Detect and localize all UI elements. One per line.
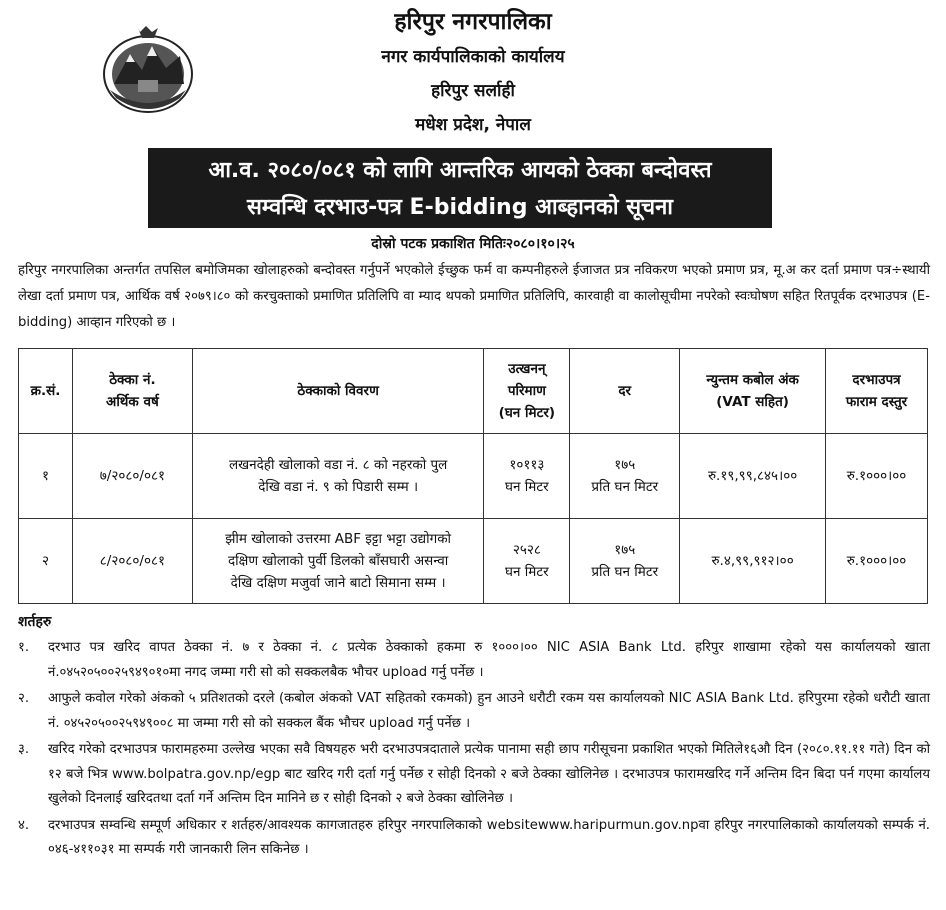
cell-min: रु.४,९९,९१२।०० xyxy=(680,519,826,604)
col-min xyxy=(680,349,826,434)
cell-desc xyxy=(192,434,484,519)
table-row xyxy=(19,434,928,519)
condition-text: खरिद गरेको दरभाउपत्र फारामहरुमा उल्लेख भएका सवै विषयहरु भरी दरभाउपत्रदाताले प्रत्येक पानामा सही छाप गरीसूचना प्रकाशित भएको मितिले१६औ दिन (२०८०.११.११ गते) दिन को १२ बजे भित्र www.bolpatra.gov.np/egp बाट खरिद गरी दर्ता गर्नु पर्नेछ र सोही दिनको २ बजे ठेक्का खोलिनेछ । दरभाउपत्र फारामखरिद गर्ने अन्तिम दिन बिदा पर्न गएमा कार्यालय खुलेको दिनलाई खरिदतथा दर्ता गर्ने अन्तिम दिन मानिने छ र सोही दिनको २ बजे ठेक्का खोलिनेछ । xyxy=(48,742,930,806)
cell-rate xyxy=(570,434,680,519)
cell-qty-l1: १०११३ xyxy=(509,457,545,473)
col-fee-l2: फाराम दस्तुर xyxy=(845,394,908,410)
table-header-row xyxy=(19,349,928,434)
col-qty xyxy=(484,349,570,434)
intro-paragraph: हरिपुर नगरपालिका अन्तर्गत तपसिल बमोजिमका खोलाहरुको बन्दोवस्त गर्नुपर्ने भएकोले ईच्छुक फर्म वा कम्पनीहरुले ईजाजत प्रत्र नविकरण भएको प्रमाण प्रत्र, मू.अ कर दर्ता प्रमाण पत्र÷स्थायी लेखा दर्ता प्रमाण पत्र, आर्थिक वर्ष २०७९।८० को करचुक्ताको प्रमाणित प्रतिलिपि वा म्याद थपको प्रमाणित प्रतिलिपि, कारवाही वा कालोसूचीमा नपरेको स्वःघोषण सहित रितपूर्वक दरभाउपत्र (E-bidding) आव्हान गरिएको छ । xyxy=(18,263,931,330)
condition-text: दरभाउ पत्र खरिद वापत ठेक्का नं. ७ र ठेक्का नं. ८ प्रत्येक ठेक्काको हकमा रु १०००।०० NIC ASIA Bank Ltd. हरिपुर शाखामा रहेको यस कार्यालयको खाता नं.०४५२०५००२५९४९०१०मा नगद जम्मा गरी सो को सक्कलबैक भौचर upload गर्नु पर्नेछ । xyxy=(48,640,930,680)
cell-fee: रु.१०००।०० xyxy=(826,434,928,519)
cell-rate-l2: प्रति घन मिटर xyxy=(591,564,659,580)
cell-contract: ८/२०८०/०८१ xyxy=(72,519,192,604)
cell-qty-l1: २५२८ xyxy=(512,542,541,558)
col-contract-l2: अर्थिक वर्ष xyxy=(106,394,159,410)
cell-rate-l1: १७५ xyxy=(614,457,636,473)
cell-desc-l1: लखनदेही खोलाको वडा नं. ८ को नहरको पुल xyxy=(228,457,448,473)
cell-rate xyxy=(570,519,680,604)
list-item xyxy=(18,814,930,863)
cell-desc-l1: झीम खोलाको उत्तरमा ABF इट्टा भट्टा उद्योगको xyxy=(225,531,452,547)
conditions-list xyxy=(18,636,930,865)
notice-title-line2: सम्वन्धि दरभाउ-पत्र E-bidding आब्हानको सूचना xyxy=(246,195,674,220)
office-name: नगर कार्यपालिकाको कार्यालय xyxy=(381,47,565,67)
col-qty-l1: उत्खनन् xyxy=(508,361,546,377)
condition-number: ४. xyxy=(18,817,30,833)
col-fee-l1: दरभाउपत्र xyxy=(852,372,901,388)
col-fee xyxy=(826,349,928,434)
col-rate: दर xyxy=(570,349,680,434)
condition-number: १. xyxy=(18,640,30,655)
cell-qty-l2: घन मिटर xyxy=(505,479,549,495)
cell-sn: २ xyxy=(19,519,73,604)
condition-text: आफुले कवोल गरेको अंकको ५ प्रतिशतको दरले (कबोल अंकको VAT सहितको रकमको) हुन आउने धरौटी रकम यस कार्यालयको NIC ASIA Bank Ltd. हरिपुरमा रहेको धरौटी खाता नं. ०४५२०५००२५९४९००८ मा जम्मा गरी सो को सक्कल बैंक भौचर upload गर्नु पर्नेछ । xyxy=(48,691,930,731)
cell-qty xyxy=(484,519,570,604)
list-item xyxy=(18,738,930,812)
notice-title-line1: आ.व. २०८०/०८१ को लागि आन्तरिक आयको ठेक्का बन्दोवस्त xyxy=(208,158,712,183)
col-min-l1: न्युन्तम कबोल अंक xyxy=(706,372,799,388)
list-item xyxy=(18,687,930,736)
cell-rate-l1: १७५ xyxy=(614,542,636,558)
cell-min: रु.१९,९९,८४५।०० xyxy=(680,434,826,519)
nepal-emblem-icon xyxy=(100,24,196,116)
office-location: हरिपुर सर्लाही xyxy=(431,81,515,101)
col-contract xyxy=(72,349,192,434)
cell-qty-l2: घन मिटर xyxy=(505,564,549,580)
cell-desc-l2: दक्षिण खोलाको पुर्वी डिलको बाँसघारी असन्वा xyxy=(227,553,449,569)
condition-number: २. xyxy=(18,691,30,706)
col-qty-l3: (घन मिटर) xyxy=(498,405,556,421)
cell-qty xyxy=(484,434,570,519)
cell-desc-l3: देखि दक्षिण मजुर्वा जाने बाटो सिमाना सम्म । xyxy=(230,575,446,591)
cell-contract: ७/२०८०/०८१ xyxy=(72,434,192,519)
list-item xyxy=(18,636,930,685)
contract-table xyxy=(18,348,928,604)
notice-title-box xyxy=(148,148,772,228)
col-qty-l2: परिमाण xyxy=(507,383,546,399)
publication-date: दोस्रो पटक प्रकाशित मितिः२०८०।१०।२५ xyxy=(371,236,575,252)
cell-sn: १ xyxy=(19,434,73,519)
condition-number: ३. xyxy=(18,742,30,757)
condition-text: दरभाउपत्र सम्वन्धि सम्पूर्ण अधिकार र शर्तहरु/आवश्यक कागजातहरु हरिपुर नगरपालिकाको websitewww.haripurmun.gov.npवा हरिपुर नगरपालिकाको कार्यालयको सम्पर्क नं. ०४६-४११०३१ मा सम्पर्क गरी जानकारी लिन सकिनेछ । xyxy=(48,817,930,857)
col-contract-l1: ठेक्का नं. xyxy=(109,372,156,388)
cell-rate-l2: प्रति घन मिटर xyxy=(591,479,659,495)
table-row xyxy=(19,519,928,604)
municipality-name: हरिपुर नगरपालिका xyxy=(394,9,552,35)
conditions-heading: शर्तहरु xyxy=(18,614,52,630)
province-country: मधेश प्रदेश, नेपाल xyxy=(415,115,531,135)
cell-desc-l2: देखि वडा नं. ९ को पिडारी सम्म । xyxy=(258,479,419,495)
col-min-l2: (VAT सहित) xyxy=(716,394,789,410)
col-sn: क्र.सं. xyxy=(19,349,73,434)
cell-fee: रु.१०००।०० xyxy=(826,519,928,604)
col-desc: ठेक्काको विवरण xyxy=(192,349,484,434)
cell-desc xyxy=(192,519,484,604)
